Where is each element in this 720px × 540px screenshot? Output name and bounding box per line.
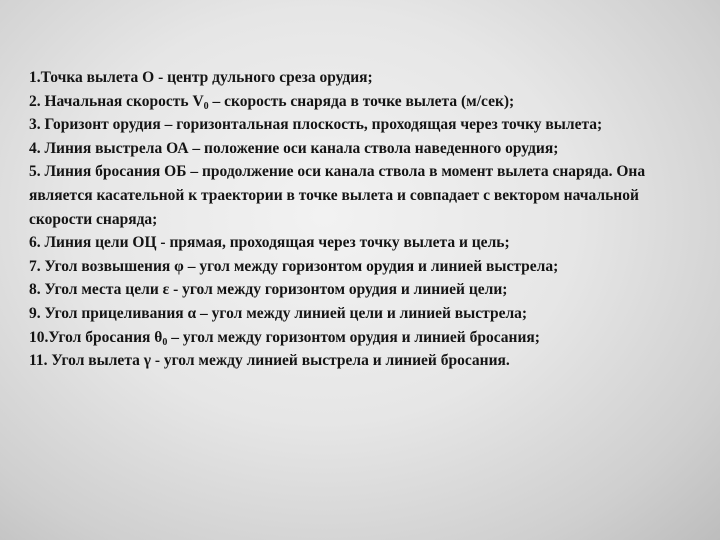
item-text: 6. Линия цели ОЦ - прямая, проходящая через точку вылета и цель; xyxy=(29,234,510,252)
slide-text-list xyxy=(29,66,699,373)
item-text: 7. Угол возвышения φ – угол между горизонтом орудия и линией выстрела; xyxy=(29,257,559,275)
list-item-3 xyxy=(29,113,699,137)
item-text-pre: 2. Начальная скорость V xyxy=(29,92,204,110)
item-text: 1.Точка вылета О - центр дульного среза орудия; xyxy=(29,69,373,86)
list-item-7 xyxy=(29,255,699,279)
list-item-8 xyxy=(29,278,699,302)
item-text: 5. Линия бросания ОБ – продолжение оси канала ствола в момент вылета снаряда. Она является касательной к траектории в точке вылета и совпадает с вектором начальной скорости снаряда; xyxy=(29,163,646,228)
item-text: 4. Линия выстрела ОА – положение оси канала ствола наведенного орудия; xyxy=(29,139,559,157)
list-item-1 xyxy=(29,66,699,90)
item-subscript: 0 xyxy=(162,336,168,348)
item-text-post: – угол между горизонтом орудия и линией бросания; xyxy=(167,328,540,346)
list-item-6 xyxy=(29,231,699,255)
item-text-post: – скорость снаряда в точке вылета (м/сек); xyxy=(208,92,515,110)
list-item-4 xyxy=(29,137,699,161)
list-item-11 xyxy=(29,349,699,373)
item-text: 8. Угол места цели ε - угол между горизонтом орудия и линией цели; xyxy=(29,281,508,299)
list-item-9 xyxy=(29,302,699,326)
list-item-5 xyxy=(29,160,699,231)
item-text-pre: 10.Угол бросания θ xyxy=(29,328,163,346)
item-text: 11. Угол вылета γ - угол между линией выстрела и линией бросания. xyxy=(29,352,510,370)
list-item-10 xyxy=(29,326,699,350)
item-text: 9. Угол прицеливания α – угол между линией цели и линией выстрела; xyxy=(29,304,528,322)
list-item-2 xyxy=(29,90,699,114)
item-subscript: 0 xyxy=(203,100,209,112)
item-text: 3. Горизонт орудия – горизонтальная плоскость, проходящая через точку вылета; xyxy=(29,116,603,134)
